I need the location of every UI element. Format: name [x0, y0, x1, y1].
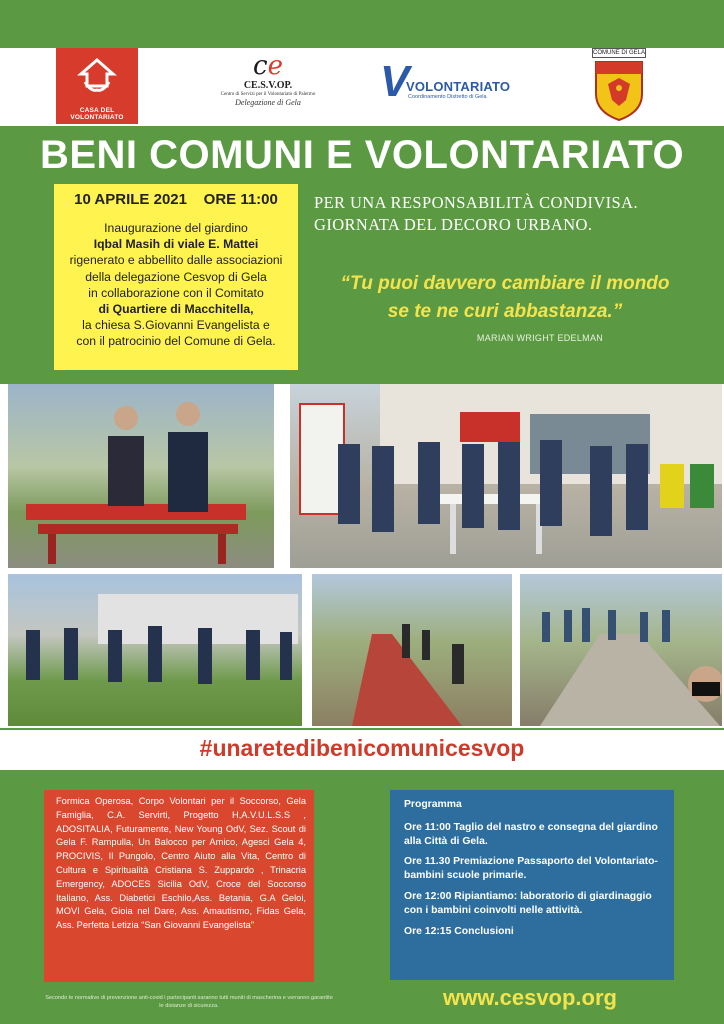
volontariato-subtitle: Coordinamento Distretto di Gela [408, 94, 487, 100]
volontariato-logo [380, 57, 511, 110]
hashtag: #unaretedibenicomunicesvop [0, 730, 724, 770]
event-line: rigenerato e abbellito dalle associazioni [69, 253, 283, 268]
subtitle-block [314, 192, 714, 236]
cesvop-subtitle: Centro di Servizi per il Volontariato di Palermo [220, 92, 316, 97]
event-description [54, 220, 298, 350]
coat-of-arms-icon [592, 60, 646, 122]
photo-officials-group [290, 384, 722, 568]
cesvop-name: CE.S.V.OP. [243, 80, 293, 91]
comune-caption: COMUNE DI GELA [593, 50, 646, 56]
associations-box: Formica Operosa, Corpo Volontari per il Soccorso, Gela Famiglia, C.A. Servirti, Progetto H,A.V.U.L.S.S , ADOSITALIA, Futuramente, New Young OdV, Sez. Scout di Gela F. Rampulla, Un Balocco per Amico, Agesci Gela 4, PROCIVIS, Il Pungolo, Centro Aiuto alla Vita, Centro di Cultura e Spiritualità Cristiana S. Zuppardo , Trinacria Emergency, ADOCES Sicilia OdV, Croce del Soccorso Italiano, Ass. Diabetici Eschilo,Ass. Betania, G.A Geloi, MOVI Gela, Gioia nel Dare, Ass. Amautismo, Fidas Gela, Ass. Perfetta Letizia “San Giovanni Evangelista” [44, 790, 314, 982]
logo-bar [0, 48, 724, 126]
quote [300, 270, 710, 326]
program-box [390, 790, 674, 980]
event-line: della delegazione Cesvop di Gela [85, 269, 267, 284]
program-item: Ore 11.30 Premiazione Passaporto del Volontariato-bambini scuole primarie. [404, 856, 658, 882]
photo-garden-path [312, 574, 512, 726]
top-green-strip [0, 0, 724, 48]
quote-line-1: “Tu puoi davvero cambiare il mondo [340, 273, 670, 294]
main-title: BENI COMUNI E VOLONTARIATO [39, 133, 685, 177]
program-item: Ore 11:00 Taglio del nastro e consegna del giardino alla Città di Gela. [404, 821, 658, 847]
covid-disclaimer: Secondo le normative di prevenzione anti-covid i partecipanti saranno tutti muniti di mascherina e verranno garantite le distanze di sicurezza. [45, 995, 333, 1009]
cesvop-delegation: Delegazione di Gela [235, 98, 301, 107]
program-item: Ore 12:15 Conclusioni [404, 925, 514, 937]
quote-author: MARIAN WRIGHT EDELMAN [476, 333, 604, 343]
program-item: Ore 12:00 Ripiantiamo: laboratorio di giardinaggio con i bambini coinvolti nelle attività. [404, 890, 652, 916]
volontariato-name: VOLONTARIATO [406, 79, 511, 94]
photo-volunteers-waving [520, 574, 722, 726]
subtitle-line-1: PER UNA RESPONSABILITÀ CONDIVISA. [314, 193, 638, 212]
quote-line-2: se te ne curi abbastanza.” [387, 301, 623, 322]
event-line: con il patrocinio del Comune di Gela. [76, 334, 276, 349]
cesvop-mark-icon: ce [253, 51, 283, 81]
program-title: Programma [404, 799, 462, 810]
photo-volunteers-bench [8, 384, 274, 568]
house-hands-icon [77, 56, 117, 96]
event-line: la chiesa S.Giovanni Evangelista e [82, 318, 270, 333]
cesvop-logo [208, 52, 328, 122]
comune-gela-logo [592, 48, 646, 124]
photo-volunteers-lawn [8, 574, 302, 726]
subtitle-line-2: GIORNATA DEL DECORO URBANO. [314, 215, 593, 234]
website-link[interactable]: www.cesvop.org [442, 985, 617, 1010]
volontariato-v-icon: V [380, 57, 410, 106]
casa-volontariato-logo [56, 48, 138, 124]
event-date-time: 10 APRILE 2021 ORE 11:00 [74, 191, 278, 208]
event-line: in collaborazione con il Comitato [88, 285, 264, 300]
event-line: Iqbal Masih di viale E. Mattei [93, 237, 259, 252]
casa-logo-caption: CASA DEL VOLONTARIATO [70, 107, 124, 121]
event-info-box [54, 184, 298, 370]
event-line: Inaugurazione del giardino [104, 221, 248, 235]
event-line: di Quartiere di Macchitella, [98, 302, 254, 317]
